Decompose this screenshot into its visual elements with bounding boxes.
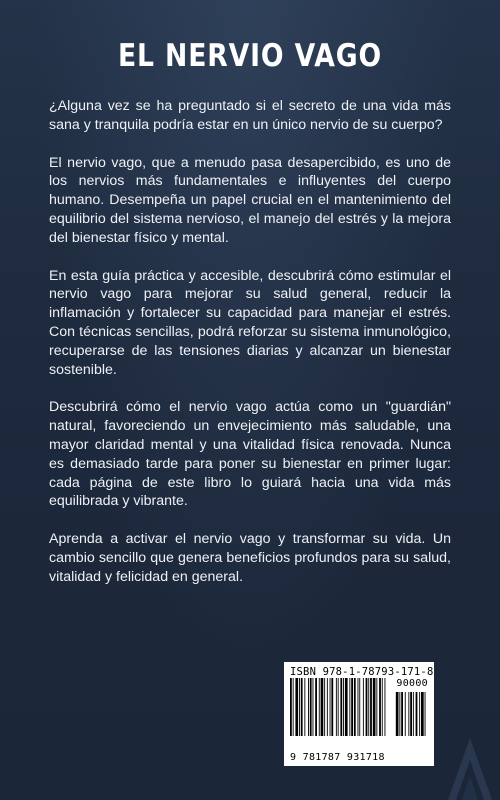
synopsis-paragraph-5: Aprenda a activar el nervio vago y transformar su vida. Un cambio sencillo que genera beneficios profundos para su salud, vitalidad y felicidad en general. (49, 531, 451, 585)
synopsis-paragraph-1: ¿Alguna vez se ha preguntado si el secreto de una vida más sana y tranquila podría estar en un único nervio de su cuerpo? (49, 98, 451, 133)
barcode-addon-digits: 90000 (396, 678, 428, 689)
synopsis-paragraph-2: El nervio vago, que a menudo pasa desapercibido, es uno de los nervios más fundamentales e influyentes del cuerpo humano. Desempeña un papel crucial en el mantenimiento del equilibrio del sistema nervioso, el manejo del estrés y la mejora del bienestar físico y mental. (49, 154, 451, 246)
synopsis-paragraph-4: Descubrirá cómo el nervio vago actúa como un "guardián" natural, favoreciendo un envejecimiento más saludable, una mayor claridad mental y una vitalidad física renovada. Nunca es demasiado tarde para poner su bienestar en primer lugar: cada página de este libro lo guiará hacia una vida más equilibrada y vibrante. (49, 399, 451, 510)
synopsis (49, 97, 451, 606)
isbn-label: ISBN 978-1-78793-171-8 (290, 666, 434, 678)
logo-watermark-icon (440, 730, 500, 800)
synopsis-paragraph-3: En esta guía práctica y accesible, descubrirá cómo estimular el nervio vago para mejorar su salud general, reducir la inflamación y fortalecer su capacidad para manejar el estrés. Con técnicas sencillas, podrá reforzar su sistema inmunológico, recuperarse de las tensiones diarias y alcanzar un bienestar sostenible. (49, 267, 451, 378)
barcode-ean-digits: 9 781787 931718 (290, 752, 385, 763)
isbn-barcode (284, 662, 434, 766)
book-title: EL NERVIO VAGO (117, 38, 383, 74)
